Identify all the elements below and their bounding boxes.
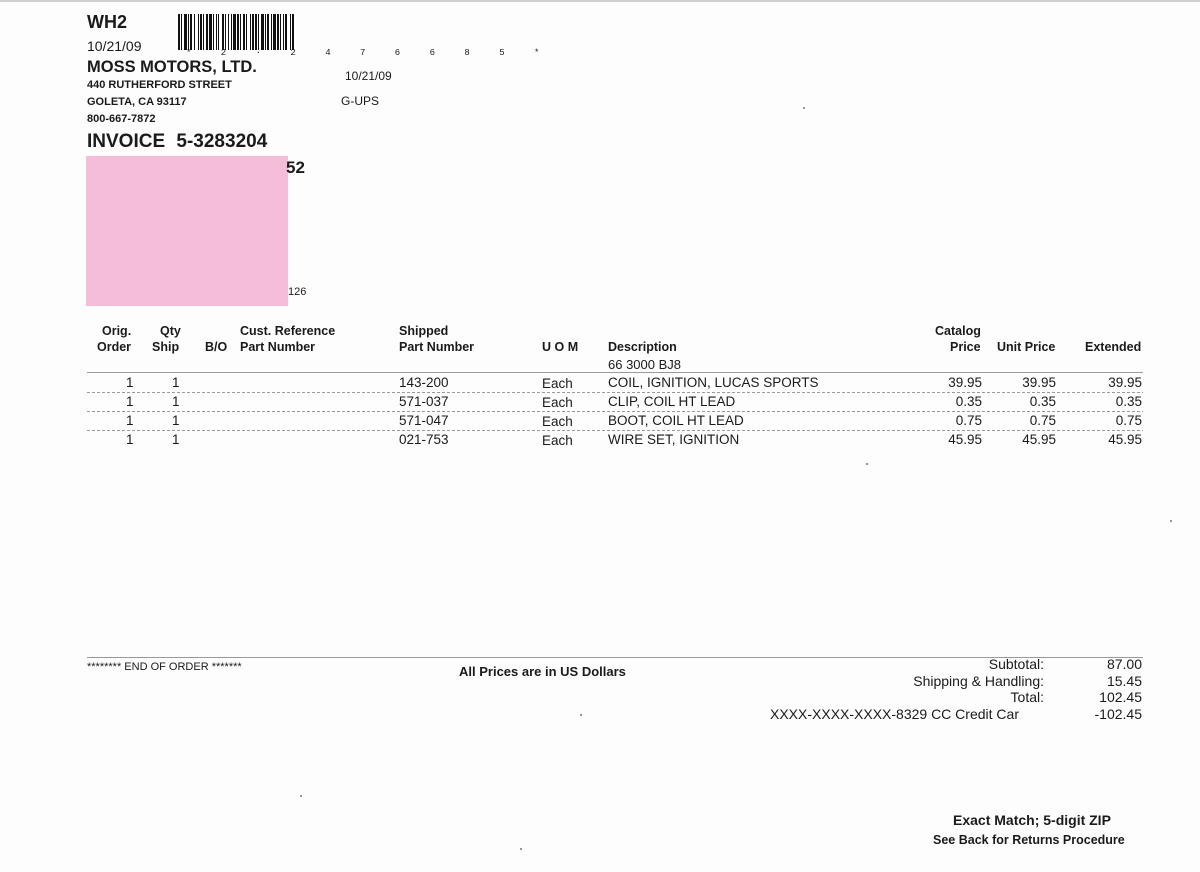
cell-orig: 1: [126, 394, 134, 409]
header-unit-price: Unit Price: [997, 340, 1056, 354]
scan-speck: [1170, 520, 1172, 522]
table-rule: [87, 372, 1143, 373]
cell-qty: 1: [172, 413, 180, 428]
row-divider: [87, 392, 1143, 393]
header-catalog: Catalog: [935, 324, 981, 338]
order-date: 10/21/09: [87, 38, 142, 54]
subtotal-value: 87.00: [1106, 656, 1142, 672]
cell-unit: 0.75: [1029, 413, 1056, 428]
scan-speck: [520, 848, 522, 850]
shipping-label: Shipping & Handling:: [913, 673, 1044, 689]
card-payment-value: -102.45: [1094, 706, 1142, 722]
cell-catalog: 39.95: [948, 375, 982, 390]
header-cust-ref: Cust. Reference: [240, 324, 336, 338]
company-street: 440 RUTHERFORD STREET: [87, 79, 232, 91]
cell-description: WIRE SET, IGNITION: [608, 432, 740, 447]
cell-qty: 1: [172, 432, 180, 447]
total-value: 102.45: [1099, 689, 1142, 705]
cell-extended: 0.35: [1115, 394, 1142, 409]
cell-qty: 1: [172, 394, 180, 409]
scan-speck: [803, 107, 805, 109]
header-catalog-price: Price: [950, 340, 981, 354]
subtotal-label: Subtotal:: [988, 656, 1044, 672]
header-shipped: Shipped: [399, 324, 449, 338]
partial-account-number: 52: [286, 158, 305, 177]
header-uom: U O M: [542, 340, 579, 354]
cell-qty: 1: [172, 375, 180, 390]
barcode: [178, 14, 400, 50]
cell-orig: 1: [126, 432, 134, 447]
header-order: Order: [97, 340, 132, 354]
cell-extended: 45.95: [1108, 432, 1142, 447]
header-cust-part: Part Number: [240, 340, 316, 354]
cell-description: CLIP, COIL HT LEAD: [608, 394, 736, 409]
header-qty: Qty: [160, 324, 181, 338]
cell-description: COIL, IGNITION, LUCAS SPORTS: [608, 375, 819, 390]
scan-speck: [866, 463, 868, 465]
cell-extended: 0.75: [1115, 413, 1142, 428]
scan-speck: [300, 795, 302, 797]
vehicle-note: 66 3000 BJ8: [608, 357, 682, 372]
cell-uom: Each: [542, 433, 573, 448]
card-payment-label: XXXX-XXXX-XXXX-8329 CC Credit Car: [770, 706, 1019, 722]
company-city: GOLETA, CA 93117: [87, 96, 187, 108]
partial-code: 126: [288, 286, 307, 298]
row-divider: [87, 430, 1143, 431]
barcode-digits: * 2 · 2 4 7 6 6 8 5 *: [186, 48, 552, 58]
cell-unit: 45.95: [1022, 432, 1056, 447]
currency-note: All Prices are in US Dollars: [459, 664, 626, 679]
ship-method: G-UPS: [341, 94, 380, 108]
cell-orig: 1: [126, 413, 134, 428]
ship-date: 10/21/09: [345, 69, 392, 83]
shipping-value: 15.45: [1106, 673, 1142, 689]
header-shipped-part: Part Number: [399, 340, 475, 354]
header-extended: Extended: [1085, 340, 1142, 354]
cell-uom: Each: [542, 395, 573, 410]
header-description: Description: [608, 340, 677, 354]
cell-catalog: 45.95: [948, 432, 982, 447]
redaction-block: [86, 156, 288, 306]
invoice-title: [87, 131, 267, 153]
warehouse-code: WH2: [87, 12, 127, 32]
cell-part: 571-047: [399, 413, 449, 428]
invoice-number: 5-3283204: [176, 131, 268, 152]
company-name: MOSS MOTORS, LTD.: [87, 58, 257, 76]
cell-orig: 1: [126, 375, 134, 390]
total-label: Total:: [1010, 689, 1044, 705]
row-divider: [87, 411, 1143, 412]
cell-unit: 39.95: [1022, 375, 1056, 390]
cell-uom: Each: [542, 414, 573, 429]
cell-catalog: 0.75: [955, 413, 982, 428]
header-ship: Ship: [152, 340, 180, 354]
cell-uom: Each: [542, 376, 573, 391]
cell-unit: 0.35: [1029, 394, 1056, 409]
header-bo: B/O: [205, 340, 228, 354]
header-orig: Orig.: [102, 324, 132, 338]
cell-part: 571-037: [399, 394, 449, 409]
cell-catalog: 0.35: [955, 394, 982, 409]
returns-note: See Back for Returns Procedure: [933, 833, 1125, 847]
invoice-label: INVOICE: [87, 131, 166, 152]
scan-speck: [580, 714, 582, 716]
address-match: Exact Match; 5-digit ZIP: [953, 812, 1111, 828]
scan-edge: [0, 0, 1200, 2]
company-phone: 800-667-7872: [87, 113, 156, 125]
end-of-order: ******** END OF ORDER *******: [87, 661, 242, 673]
cell-part: 143-200: [399, 375, 449, 390]
cell-part: 021-753: [399, 432, 449, 447]
cell-extended: 39.95: [1108, 375, 1142, 390]
cell-description: BOOT, COIL HT LEAD: [608, 413, 744, 428]
